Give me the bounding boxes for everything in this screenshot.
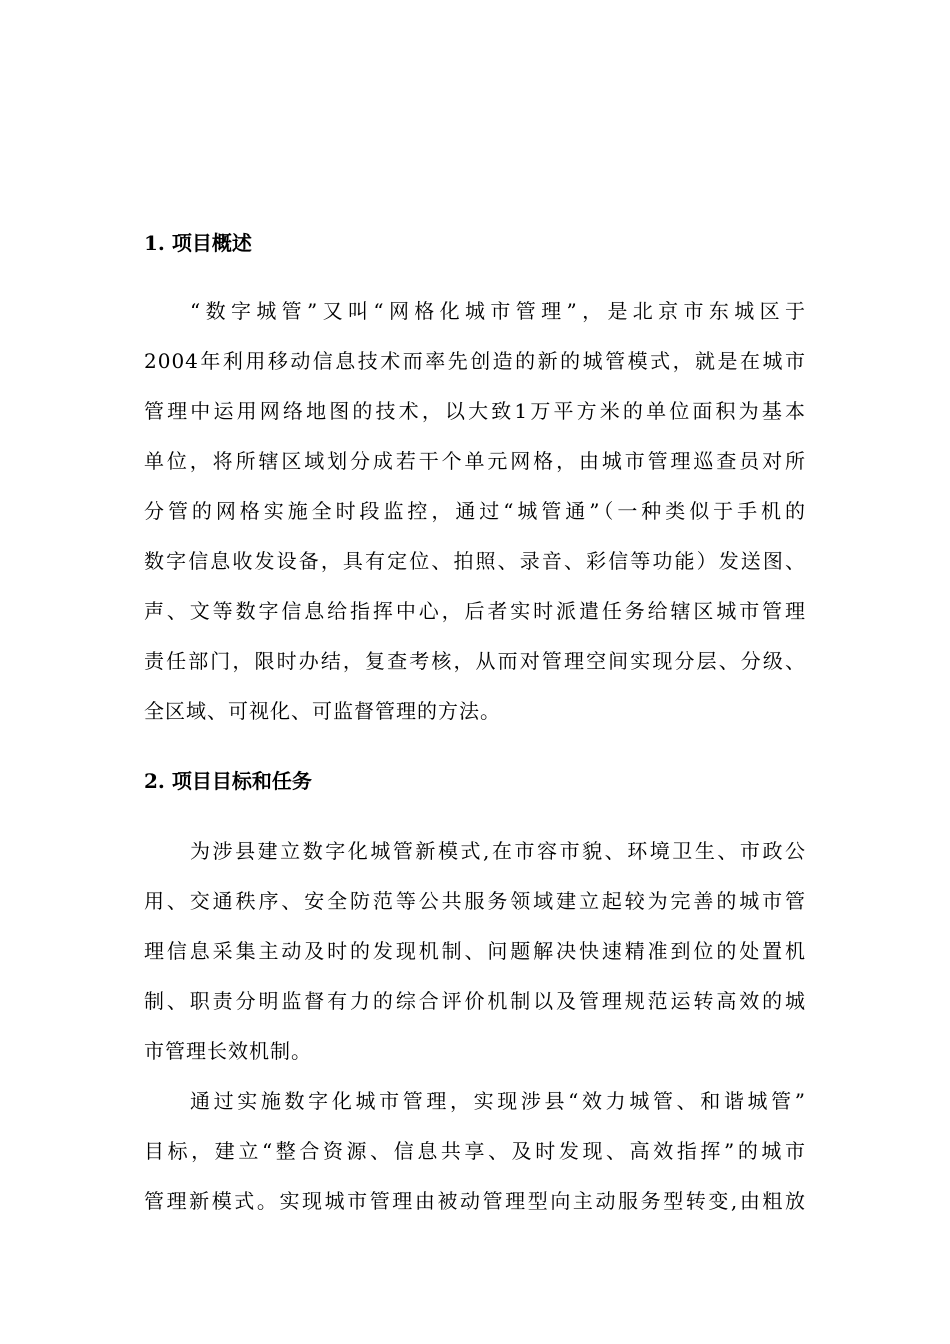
section-1-line-3: 管理中运用网络地图的技术，以大致1万平方米的单位面积为基本 bbox=[144, 399, 806, 423]
section-1-line-8: 责任部门，限时办结，复查考核，从而对管理空间实现分层、分级、 bbox=[144, 649, 806, 673]
section-2-heading: 2. 项目目标和任务 bbox=[144, 769, 312, 793]
section-1-line-1: “数字城管”又叫“网格化城市管理”，是北京市东城区于 bbox=[190, 299, 806, 323]
section-1-line-9: 全区域、可视化、可监督管理的方法。 bbox=[144, 699, 501, 723]
section-1-line-2: 2004年利用移动信息技术而率先创造的新的城管模式，就是在城市 bbox=[144, 349, 806, 373]
section-1-line-5: 分管的网格实施全时段监控，通过“城管通”（一种类似于手机的 bbox=[144, 499, 806, 523]
section-1-line-4: 单位，将所辖区域划分成若干个单元网格，由城市管理巡查员对所 bbox=[144, 449, 806, 473]
section-1-heading: 1. 项目概述 bbox=[144, 231, 252, 255]
section-2-para-1-line-1: 为涉县建立数字化城管新模式,在市容市貌、环境卫生、市政公 bbox=[190, 839, 806, 863]
section-2-para-2-line-1: 通过实施数字化城市管理，实现涉县“效力城管、和谐城管” bbox=[190, 1089, 806, 1113]
section-2-para-1-line-3: 理信息采集主动及时的发现机制、问题解决快速精准到位的处置机 bbox=[144, 939, 806, 963]
section-2-para-1-line-4: 制、职责分明监督有力的综合评价机制以及管理规范运转高效的城 bbox=[144, 989, 806, 1013]
section-2-para-1-line-2: 用、交通秩序、安全防范等公共服务领域建立起较为完善的城市管 bbox=[144, 889, 806, 913]
section-1-line-7: 声、文等数字信息给指挥中心，后者实时派遣任务给辖区城市管理 bbox=[144, 599, 806, 623]
section-2-para-1-line-5: 市管理长效机制。 bbox=[144, 1039, 312, 1063]
section-2-para-2-line-2: 目标，建立“整合资源、信息共享、及时发现、高效指挥”的城市 bbox=[144, 1139, 806, 1163]
section-1-line-6: 数字信息收发设备，具有定位、拍照、录音、彩信等功能）发送图、 bbox=[144, 549, 806, 573]
section-2-para-2-line-3: 管理新模式。实现城市管理由被动管理型向主动服务型转变,由粗放 bbox=[144, 1189, 806, 1213]
